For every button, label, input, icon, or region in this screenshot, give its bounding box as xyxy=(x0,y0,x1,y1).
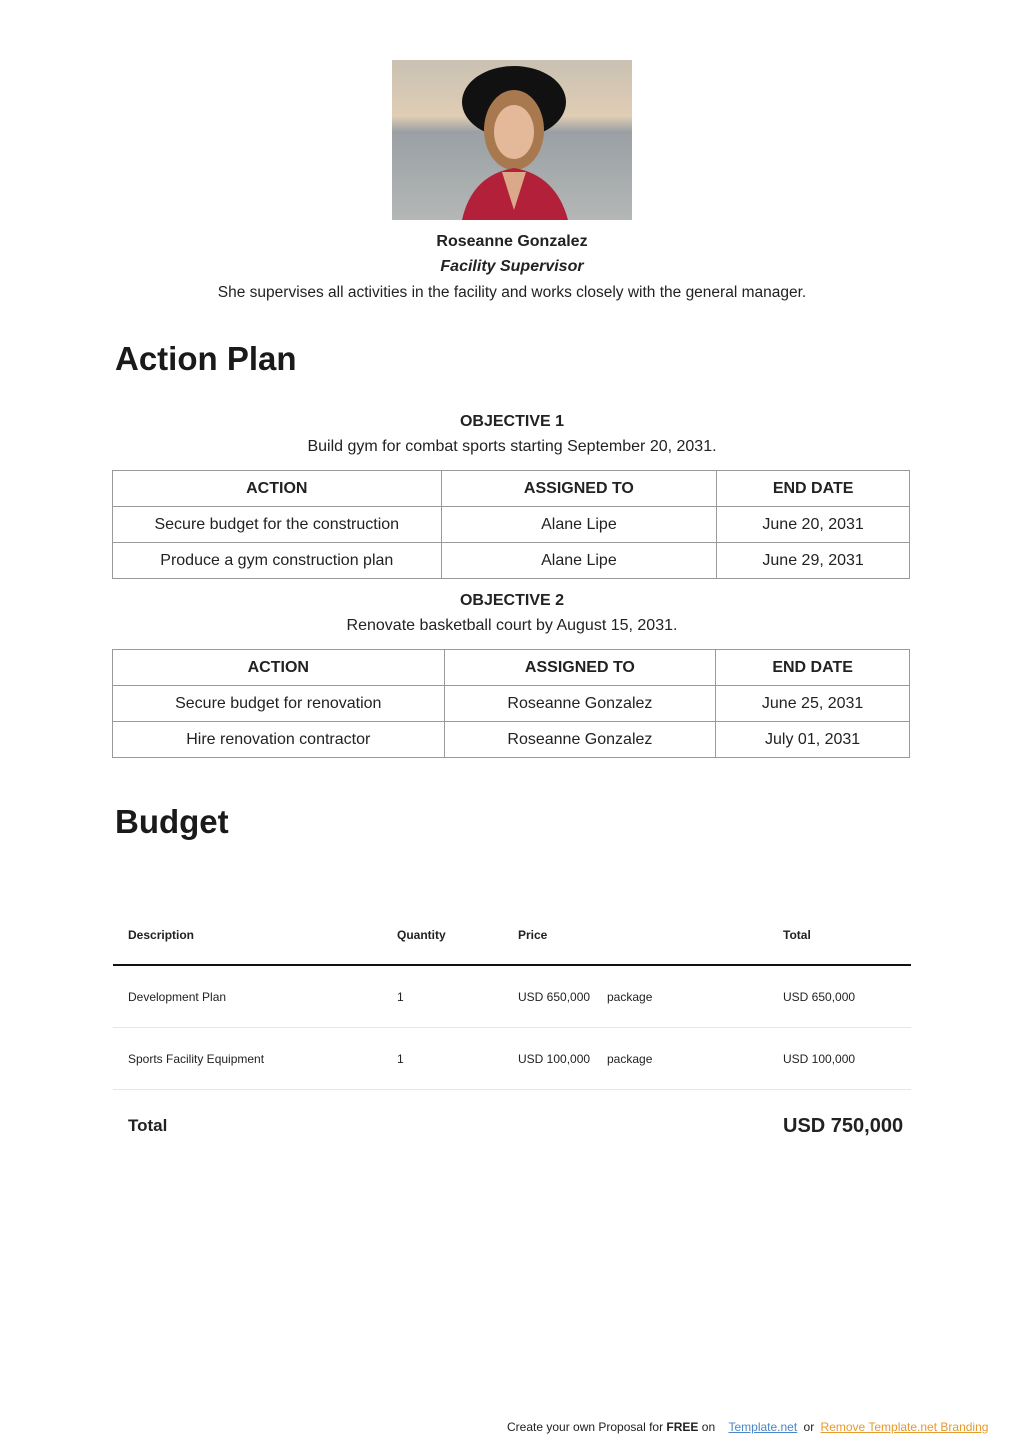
action-cell: Hire renovation contractor xyxy=(113,722,445,758)
footer-or: or xyxy=(803,1420,815,1434)
objective-1-title: OBJECTIVE 1 xyxy=(459,413,565,430)
table-header-row xyxy=(113,471,910,507)
assigned-cell: Alane Lipe xyxy=(441,543,717,579)
description-cell: Development Plan xyxy=(128,989,227,1004)
date-cell: June 29, 2031 xyxy=(717,543,910,579)
action-cell: Produce a gym construction plan xyxy=(113,543,442,579)
header-total: Total xyxy=(783,928,811,942)
table-row xyxy=(113,543,910,579)
description-cell: Sports Facility Equipment xyxy=(128,1051,265,1066)
header-end-date: END DATE xyxy=(717,471,910,507)
table-row xyxy=(113,722,910,758)
table-row xyxy=(113,507,910,543)
budget-heading: Budget xyxy=(115,803,229,840)
profile-photo xyxy=(392,60,632,220)
header-description: Description xyxy=(128,928,195,942)
quantity-cell: 1 xyxy=(397,1051,404,1066)
header-quantity: Quantity xyxy=(397,928,446,942)
date-cell: June 20, 2031 xyxy=(717,507,910,543)
header-assigned-to: ASSIGNED TO xyxy=(444,650,716,686)
template-net-link[interactable]: Template.net xyxy=(728,1420,798,1434)
remove-branding-link[interactable]: Remove Template.net Branding xyxy=(820,1420,989,1434)
header-action: ACTION xyxy=(113,650,445,686)
header-assigned-to: ASSIGNED TO xyxy=(441,471,717,507)
quantity-cell: 1 xyxy=(397,989,404,1004)
objective-2-title: OBJECTIVE 2 xyxy=(459,592,565,609)
budget-row xyxy=(113,966,911,1028)
action-cell: Secure budget for the construction xyxy=(113,507,442,543)
profile-role: Facility Supervisor xyxy=(440,258,584,275)
date-cell: June 25, 2031 xyxy=(716,686,910,722)
footer-prefix: Create your own Proposal for xyxy=(507,1420,667,1434)
objective-1-text: Build gym for combat sports starting September 20, 2031. xyxy=(307,438,717,455)
objective-1-table xyxy=(112,470,910,579)
table-header-row xyxy=(113,650,910,686)
assigned-cell: Alane Lipe xyxy=(441,507,717,543)
footer-on: on xyxy=(698,1420,716,1434)
price-cell: USD 650,000 xyxy=(518,989,591,1004)
budget-header-row xyxy=(113,906,911,966)
assigned-cell: Roseanne Gonzalez xyxy=(444,686,716,722)
price-cell: USD 100,000 xyxy=(518,1051,591,1066)
date-cell: July 01, 2031 xyxy=(716,722,910,758)
unit-cell: package xyxy=(607,1051,653,1066)
footer-free: FREE xyxy=(666,1420,699,1434)
header-action: ACTION xyxy=(113,471,442,507)
budget-table xyxy=(113,906,911,1090)
header-end-date: END DATE xyxy=(716,650,910,686)
objective-2-table xyxy=(112,649,910,758)
budget-row xyxy=(113,1028,911,1090)
profile-bio: She supervises all activities in the facility and works closely with the general manager. xyxy=(217,284,807,301)
total-cell: USD 650,000 xyxy=(783,989,856,1004)
budget-total-value: USD 750,000 xyxy=(783,1115,904,1137)
budget-total-label: Total xyxy=(128,1116,168,1135)
table-row xyxy=(113,686,910,722)
footer-branding xyxy=(507,1420,988,1434)
header-price: Price xyxy=(518,928,548,942)
action-cell: Secure budget for renovation xyxy=(113,686,445,722)
total-cell: USD 100,000 xyxy=(783,1051,856,1066)
profile-name: Roseanne Gonzalez xyxy=(436,233,588,250)
unit-cell: package xyxy=(607,989,653,1004)
assigned-cell: Roseanne Gonzalez xyxy=(444,722,716,758)
objective-2-text: Renovate basketball court by August 15, 2031. xyxy=(346,617,678,634)
action-plan-heading: Action Plan xyxy=(115,340,297,377)
